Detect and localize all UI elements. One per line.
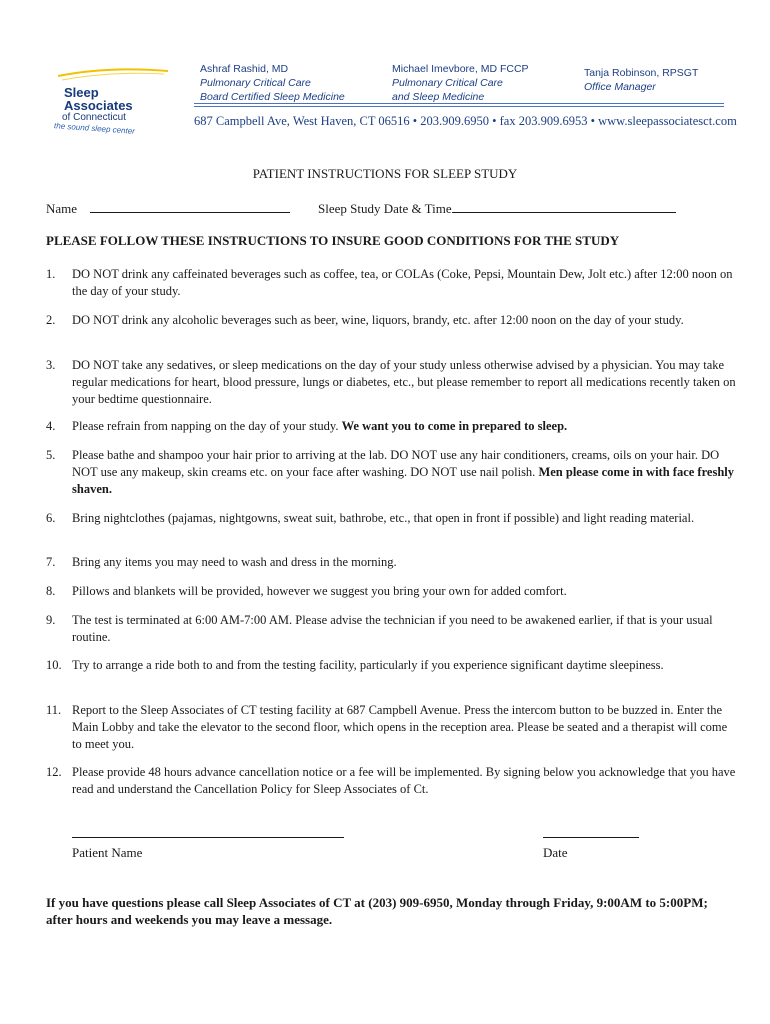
item-text: The test is terminated at 6:00 AM-7:00 AM. Please advise the technician if you need to be awakened earlier, if that is your usual routine.: [72, 613, 713, 644]
name-blank-line[interactable]: [90, 200, 290, 213]
item-number: 5.: [46, 448, 56, 462]
instructions-heading: PLEASE FOLLOW THESE INSTRUCTIONS TO INSURE GOOD CONDITIONS FOR THE STUDY: [46, 233, 620, 248]
list-item: [46, 612, 736, 646]
staff-member-3: [584, 66, 698, 94]
list-item: [46, 583, 736, 600]
header-divider: [194, 103, 724, 104]
list-item: [46, 554, 736, 571]
item-text: Bring nightclothes (pajamas, nightgowns, sweat suit, bathrobe, etc., that open in front if possible) and light reading material.: [72, 511, 695, 525]
name-label: Name: [46, 201, 78, 216]
date-label: Date: [543, 845, 568, 860]
item-text: Report to the Sleep Associates of CT testing facility at 687 Campbell Avenue. Press the intercom button to be buzzed in. Enter the Main Lobby and take the elevator to the second floor, which opens in the reception area. Please be seated and a therapist will come to meet you.: [72, 703, 728, 751]
date-field-row: [318, 200, 676, 217]
staff-member-2: [392, 62, 529, 104]
patient-name-label: Patient Name: [72, 845, 143, 860]
logo-text-connecticut: of Connecticut: [62, 112, 126, 123]
list-item: [46, 702, 736, 753]
staff-name: Tanja Robinson, RPSGT: [584, 67, 699, 79]
list-item: [46, 312, 736, 329]
staff-title: Board Certified Sleep Medicine: [200, 91, 345, 103]
item-number: 8.: [46, 584, 56, 598]
item-text: DO NOT drink any alcoholic beverages such as beer, wine, liquors, brandy, etc. after 12:00 noon on the day of your study.: [72, 313, 684, 327]
date-time-label: Sleep Study Date & Time: [318, 201, 452, 216]
item-number: 3.: [46, 358, 56, 372]
document-title: PATIENT INSTRUCTIONS FOR SLEEP STUDY: [252, 166, 518, 181]
patient-signature-line[interactable]: [72, 837, 344, 838]
staff-name: Michael Imevbore, MD FCCP: [392, 63, 529, 75]
contact-address: 687 Campbell Ave, West Haven, CT 06516 • 203.909.6950 • fax 203.909.6953 • www.sleepassociatesct.com: [194, 114, 737, 128]
item-number: 4.: [46, 419, 56, 433]
list-item: [46, 418, 736, 435]
logo-swoosh-icon: [38, 40, 188, 100]
item-text: DO NOT take any sedatives, or sleep medications on the day of your study unless otherwise advised by a physician. You may take regular medications for heart, blood pressure, lungs or diabetes, etc., but please remember to report all medications recently taken on your bedtime questionnaire.: [72, 358, 736, 406]
list-item: [46, 447, 736, 498]
company-logo: [38, 40, 188, 150]
name-field-row: [46, 200, 290, 217]
item-number: 11.: [46, 703, 62, 717]
list-item: [46, 510, 736, 527]
item-text: Try to arrange a ride both to and from the testing facility, particularly if you experience significant daytime sleepiness.: [72, 658, 664, 672]
footer-contact-note: If you have questions please call Sleep Associates of CT at (203) 909-6950, Monday through Friday, 9:00AM to 5:00PM; after hours and weekends you may leave a message.: [46, 895, 708, 927]
item-number: 9.: [46, 613, 56, 627]
staff-name: Ashraf Rashid, MD: [200, 63, 289, 75]
staff-member-1: [200, 62, 345, 104]
item-number: 1.: [46, 267, 56, 281]
logo-text-sleep: Sleep: [64, 85, 99, 100]
staff-title: and Sleep Medicine: [392, 91, 485, 103]
item-number: 10.: [46, 658, 62, 672]
logo-tagline: the sound sleep center: [53, 121, 136, 136]
list-item: [46, 764, 736, 798]
item-text: Please bathe and shampoo your hair prior to arriving at the lab. DO NOT use any hair conditioners, creams, oils on your hair. DO NOT use any makeup, skin creams etc. on your face after washing. DO NOT use nail polish. Men please come in with face freshly shaven.: [72, 448, 735, 496]
staff-title: Pulmonary Critical Care: [200, 77, 311, 89]
date-time-blank-line[interactable]: [452, 200, 676, 213]
item-number: 6.: [46, 511, 56, 525]
item-number: 2.: [46, 313, 56, 327]
list-item: [46, 357, 736, 408]
list-item: [46, 657, 736, 674]
item-number: 12.: [46, 765, 62, 779]
item-text: Pillows and blankets will be provided, however we suggest you bring your own for added comfort.: [72, 584, 567, 598]
list-item: [46, 266, 736, 300]
item-text: Please refrain from napping on the day of your study. We want you to come in prepared to sleep.: [72, 419, 568, 433]
item-text: DO NOT drink any caffeinated beverages such as coffee, tea, or COLAs (Coke, Pepsi, Mountain Dew, Jolt etc.) after 12:00 noon on the day of your study.: [72, 267, 733, 298]
staff-title: Office Manager: [584, 81, 656, 93]
date-signature-line[interactable]: [543, 837, 639, 838]
item-number: 7.: [46, 555, 56, 569]
header-divider: [194, 106, 724, 107]
logo-text-associates: Associates: [64, 98, 133, 113]
item-text: Bring any items you may need to wash and dress in the morning.: [72, 555, 397, 569]
item-text: Please provide 48 hours advance cancellation notice or a fee will be implemented. By signing below you acknowledge that you have read and understand the Cancellation Policy for Sleep Associates of Ct.: [72, 765, 736, 796]
staff-title: Pulmonary Critical Care: [392, 77, 503, 89]
